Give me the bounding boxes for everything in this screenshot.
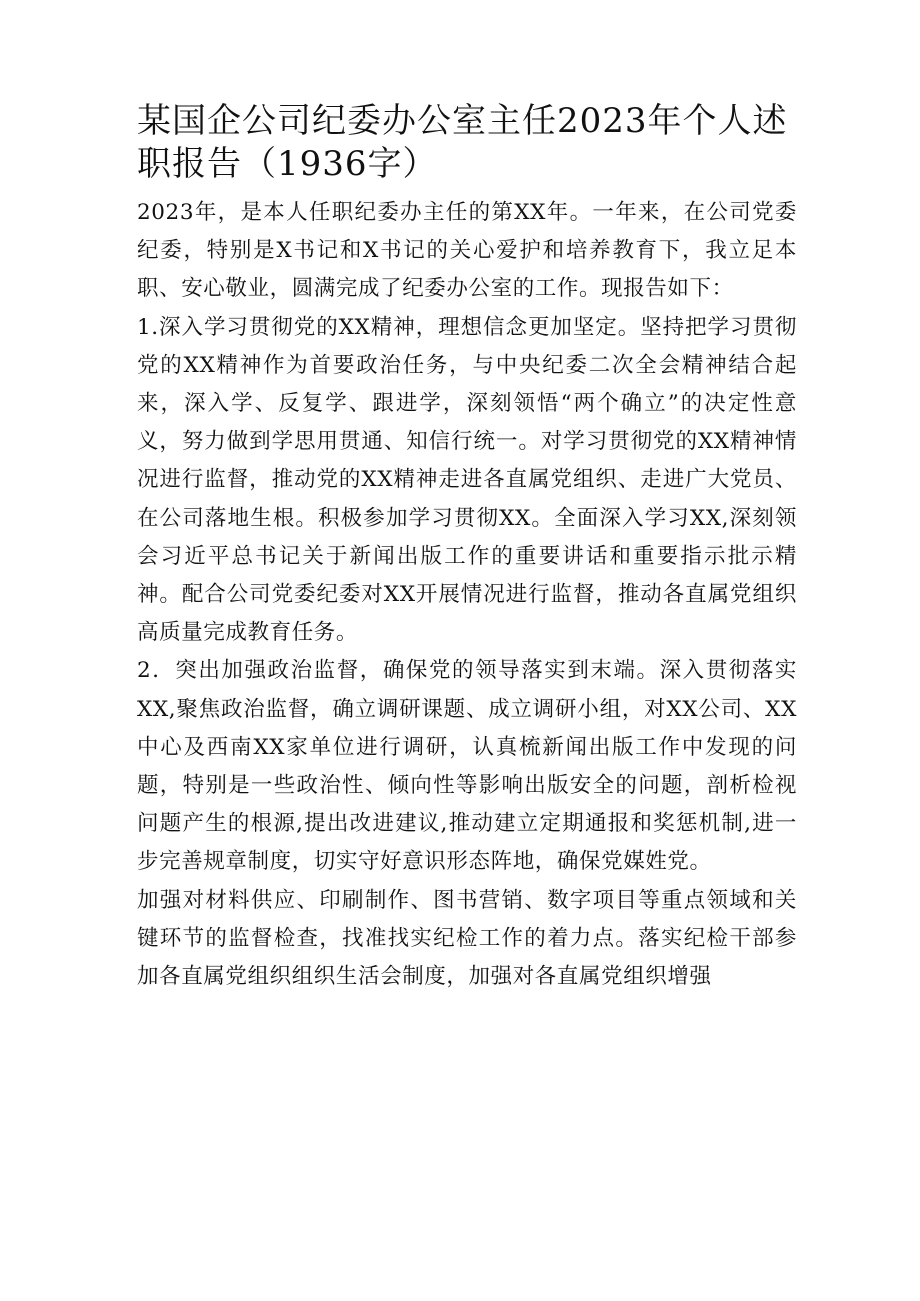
paragraph-section-2-continued: 加强对材料供应、印刷制作、图书营销、数字项目等重点领域和关键环节的监督检查，找准找实纪检工作的着力点。落实纪检干部参加各直属党组织组织生活会制度，加强对各直属党组织增强 (137, 887, 797, 990)
document-page (137, 100, 797, 996)
paragraph-section-1: 1.深入学习贯彻党的XX精神，理想信念更加坚定。坚持把学习贯彻党的XX精神作为首要政治任务，与中央纪委二次全会精神结合起来，深入学、反复学、跟进学，深刻领悟“两个确立”的决定性意义，努力做到学思用贯通、知信行统一。对学习贯彻党的XX精神情况进行监督，推动党的XX精神走进各直属党组织、走进广大党员、在公司落地生根。积极参加学习贯彻XX。全面深入学习XX,深刻领会习近平总书记关于新闻出版工作的重要讲话和重要指示批示精神。配合公司党委纪委对XX开展情况进行监督，推动各直属党组织高质量完成教育任务。 (137, 314, 797, 646)
paragraph-intro: 2023年，是本人任职纪委办主任的第XX年。一年来，在公司党委纪委，特别是X书记和X书记的关心爱护和培养教育下，我立足本职、安心敬业，圆满完成了纪委办公室的工作。现报告如下： (137, 200, 797, 302)
document-title: 某国企公司纪委办公室主任2023年个人述职报告（1936字） (137, 101, 788, 184)
paragraph-section-2: 2．突出加强政治监督，确保党的领导落实到末端。深入贯彻落实XX,聚焦政治监督，确立调研课题、成立调研小组，对XX公司、XX中心及西南XX家单位进行调研，认真梳新闻出版工作中发现的问题，特别是一些政治性、倾向性等影响出版安全的问题，剖析检视问题产生的根源,提出改进建议,推动建立定期通报和奖惩机制,进一步完善规章制度，切实守好意识形态阵地，确保党媒姓党。 (137, 658, 797, 875)
